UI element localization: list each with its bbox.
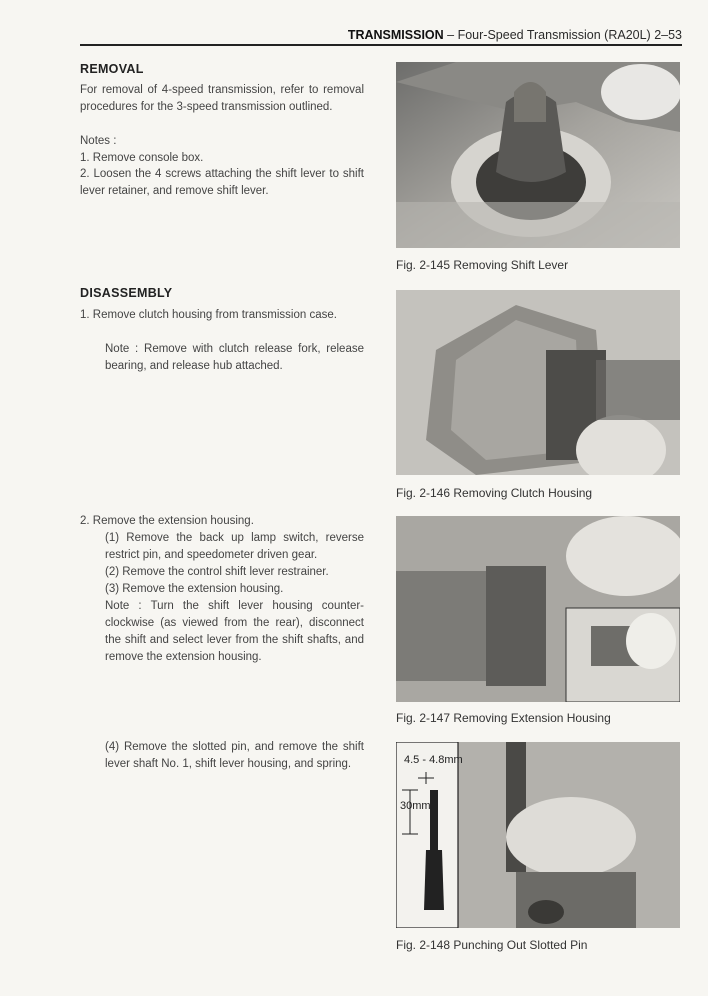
figure-caption-146: Fig. 2-146 Removing Clutch Housing: [396, 486, 593, 500]
disassembly-title: DISASSEMBLY: [80, 286, 173, 300]
header-rule: [80, 44, 682, 46]
disassembly-step-2-sub-3: (3) Remove the extension housing.: [105, 583, 284, 595]
header-section: TRANSMISSION: [347, 28, 444, 42]
figure-removing-extension-housing-photo: [396, 516, 680, 702]
disassembly-step-2-sub-2: (2) Remove the control shift lever restrainer.: [105, 566, 329, 578]
disassembly-step-2-sub-1: (1) Remove the back up lamp switch, reverse restrict pin, and speedometer driven gear.: [105, 532, 364, 561]
disassembly-step-2: 2. Remove the extension housing.: [80, 515, 254, 527]
header-subtitle: – Four-Speed Transmission (RA20L) 2–53: [443, 28, 682, 42]
removal-step-1: 1. Remove console box.: [80, 152, 204, 164]
disassembly-step-2-sub-4: (4) Remove the slotted pin, and remove the shift lever shaft No. 1, shift lever housing, and spring.: [105, 741, 364, 770]
disassembly-step-1: 1. Remove clutch housing from transmission case.: [80, 309, 337, 321]
disassembly-step-2-note: Note : Turn the shift lever housing counter-clockwise (as viewed from the rear), disconnect the shift and select lever from the shift shafts, and remove the extension housing.: [105, 600, 364, 663]
removal-intro: For removal of 4-speed transmission, refer to removal procedures for the 3-speed transmission outlined.: [80, 84, 364, 113]
removal-title: REMOVAL: [80, 62, 144, 76]
figure-caption-147: Fig. 2-147 Removing Extension Housing: [396, 711, 611, 725]
figure-caption-145: Fig. 2-145 Removing Shift Lever: [396, 258, 569, 272]
figure-148-dimension-label-2: 30mm: [400, 800, 431, 812]
disassembly-step-1-note: Note : Remove with clutch release fork, release bearing, and release hub attached.: [105, 343, 364, 372]
figure-148-dimension-label-1: 4.5 - 4.8mm: [404, 754, 463, 766]
removal-notes-label: Notes :: [80, 135, 117, 147]
figure-removing-clutch-housing-photo: [396, 290, 680, 475]
figure-removing-shift-lever-photo: [396, 62, 680, 248]
figure-punching-out-slotted-pin-photo: [396, 742, 680, 928]
removal-step-2: 2. Loosen the 4 screws attaching the shift lever to shift lever retainer, and remove shift lever.: [80, 168, 364, 197]
figure-caption-148: Fig. 2-148 Punching Out Slotted Pin: [396, 938, 588, 952]
